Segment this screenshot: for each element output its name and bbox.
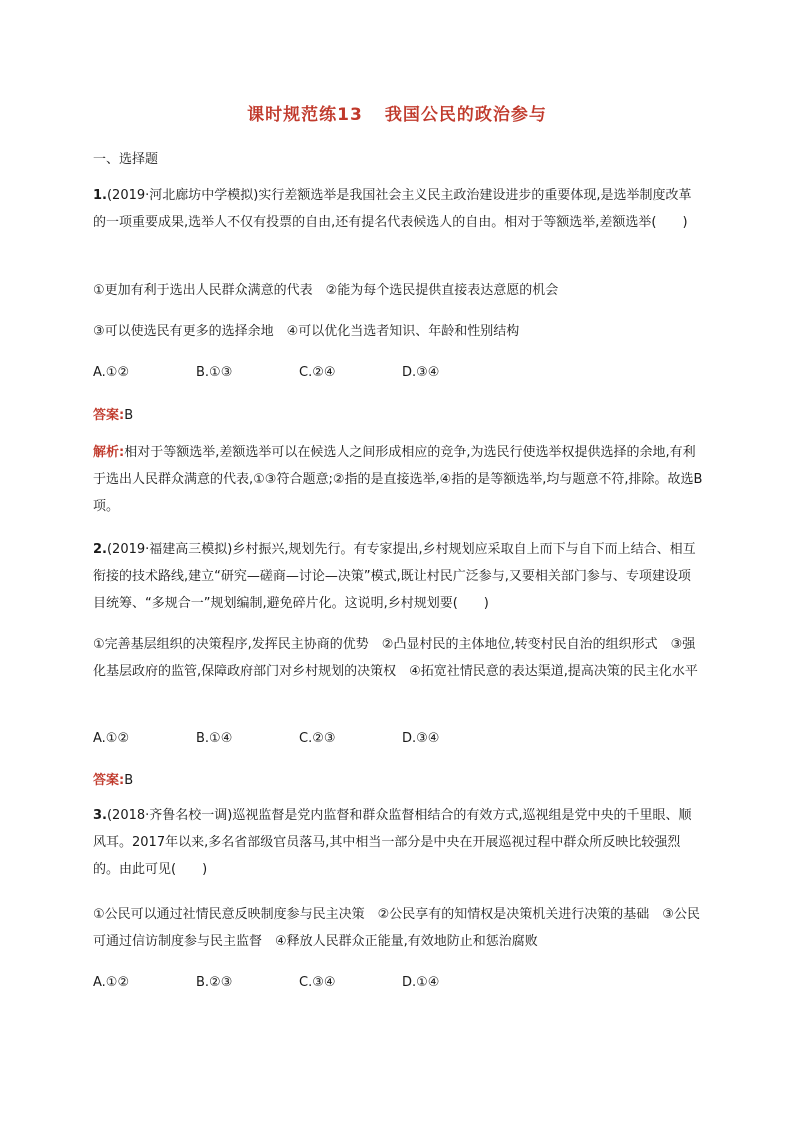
question-1-number: 1. — [93, 188, 107, 203]
choice-b: B.②③ — [196, 975, 233, 990]
question-1-answer — [93, 404, 133, 423]
title-part2: 我国公民的政治参与 — [384, 105, 547, 125]
page-title — [0, 100, 794, 125]
choice-b: B.①③ — [196, 365, 233, 380]
question-1 — [93, 182, 703, 236]
question-2-text: (2019·福建高三模拟)乡村振兴,规划先行。有专家提出,乡村规划应采取自上而下与自下而上结合、相互衔接的技术路线,建立“研究—磋商—讨论—决策”模式,既让村民广泛参与,又要相关部门参与、专项建设项目统筹、“多规合一”规划编制,避免碎片化。这说明,乡村规划要( ) — [93, 542, 696, 611]
question-1-text: (2019·河北廊坊中学模拟)实行差额选举是我国社会主义民主政治建设进步的重要体现,是选举制度改革的一项重要成果,选举人不仅有投票的自由,还有提名代表候选人的自由。相对于等额选举,差额选举( ) — [93, 188, 692, 230]
choice-d: D.①④ — [402, 975, 440, 990]
question-3-options: ①公民可以通过社情民意反映制度参与民主决策 ②公民享有的知情权是决策机关进行决策的基础 ③公民可通过信访制度参与民主监督 ④释放人民群众正能量,有效地防止和惩治腐败 — [93, 907, 700, 949]
question-1-choices — [93, 365, 505, 380]
answer-value: B — [124, 773, 134, 788]
choice-a: A.①② — [93, 975, 130, 990]
answer-label: 答案: — [93, 773, 125, 788]
answer-value: B — [124, 408, 134, 423]
question-2-choices — [93, 731, 505, 746]
question-1-options-line2: ③可以使选民有更多的选择余地 ④可以优化当选者知识、年龄和性别结构 — [93, 324, 520, 339]
choice-a: A.①② — [93, 731, 130, 746]
question-3-choices — [93, 975, 505, 990]
choice-b: B.①④ — [196, 731, 233, 746]
question-2 — [93, 536, 703, 617]
question-2-number: 2. — [93, 542, 107, 557]
question-2-options: ①完善基层组织的决策程序,发挥民主协商的优势 ②凸显村民的主体地位,转变村民自治的组织形式 ③强化基层政府的监管,保障政府部门对乡村规划的决策权 ④拓宽社情民意的表达渠道,提高决策的民主化水平 — [93, 637, 698, 679]
choice-c: C.③④ — [299, 975, 336, 990]
answer-label: 答案: — [93, 408, 125, 423]
title-part1: 课时规范练13 — [247, 105, 363, 125]
choice-a: A.①② — [93, 365, 130, 380]
explanation-label: 解析: — [93, 445, 125, 460]
question-2-answer — [93, 769, 133, 788]
question-1-explanation — [93, 439, 703, 520]
question-1-options-line1: ①更加有利于选出人民群众满意的代表 ②能为每个选民提供直接表达意愿的机会 — [93, 283, 559, 298]
explanation-text: 相对于等额选举,差额选举可以在候选人之间形成相应的竞争,为选民行使选举权提供选择的余地,有利于选出人民群众满意的代表,①③符合题意;②指的是直接选举,④指的是等额选举,均与题意不符,排除。故选B项。 — [93, 445, 703, 514]
choice-c: C.②④ — [299, 365, 336, 380]
question-3 — [93, 802, 703, 883]
section-heading: 一、选择题 — [93, 152, 159, 167]
choice-d: D.③④ — [402, 365, 440, 380]
choice-c: C.②③ — [299, 731, 336, 746]
question-3-number: 3. — [93, 808, 107, 823]
question-3-text: (2018·齐鲁名校一调)巡视监督是党内监督和群众监督相结合的有效方式,巡视组是党中央的千里眼、顺风耳。2017年以来,多名省部级官员落马,其中相当一部分是中央在开展巡视过程中群众所反映比较强烈的。由此可见( ) — [93, 808, 692, 877]
choice-d: D.③④ — [402, 731, 440, 746]
